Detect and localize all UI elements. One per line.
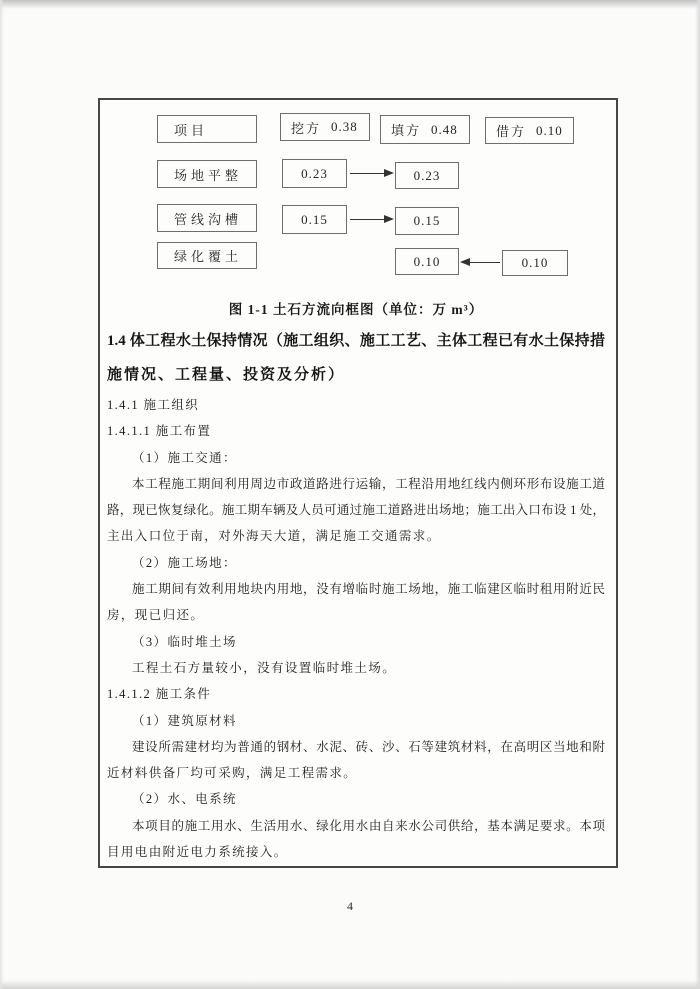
text-line: （2）施工场地：: [132, 555, 237, 570]
borrow-label: 借方: [496, 124, 527, 139]
scan-edge-bottom: [0, 980, 700, 989]
text-line: 建设所需建材均为普通的钢材、水泥、砖、沙、石等建筑材料，在高明区当地和附: [132, 739, 605, 754]
diagram-row1-label: 场地平整: [157, 160, 257, 188]
scan-edge-left: [0, 0, 4, 989]
cut-value: 0.38: [331, 119, 358, 134]
diagram-box-project: 项目: [157, 115, 257, 143]
diagram-row3-label: 绿化覆土: [157, 242, 257, 269]
diagram-row3-borrow: 0.10: [502, 250, 568, 276]
content-frame: [98, 98, 618, 868]
cut-label: 挖方: [291, 120, 322, 136]
text-line: （3）临时堆土场: [132, 634, 237, 649]
earthwork-flow-diagram: [100, 100, 616, 292]
fill-value: 0.48: [431, 121, 458, 137]
section-heading-line: 1.4 体工程水土保持情况（施工组织、施工工艺、主体工程已有水土保持措: [107, 333, 605, 349]
diagram-row1-cut: 0.23: [282, 159, 347, 188]
page-number: 4: [347, 899, 353, 913]
diagram-row2-cut: 0.15: [282, 205, 347, 234]
arrow-left-icon: [462, 262, 500, 263]
arrow-right-icon: [350, 219, 392, 220]
text-line: 1.4.1 施工组织: [107, 398, 200, 412]
text-line: 目用电由附近电力系统接入。: [107, 845, 288, 860]
scan-edge-right: [695, 0, 700, 989]
diagram-box-fill-total: [380, 115, 470, 144]
fill-label: 填方: [391, 123, 422, 138]
text-line: 1.4.1.2 施工条件: [107, 687, 212, 702]
section-heading-line: 施情况、工程量、投资及分析）: [107, 367, 346, 383]
text-line: （1）施工交通：: [132, 450, 237, 465]
figure-caption: 图 1-1 土石方流向框图（单位：万 m³）: [228, 302, 484, 317]
text-line: 近材料供备厂均可采购，满足工程需求。: [107, 766, 358, 781]
diagram-row2-fill: 0.15: [395, 207, 459, 235]
text-line: 路，现已恢复绿化。施工期车辆及人员可通过施工道路进出场地；施工出入口布设 1 处，: [107, 503, 605, 518]
arrow-right-icon: [350, 173, 392, 174]
text-line: （2）水、电系统: [132, 792, 237, 807]
text-line: 本项目的施工用水、生活用水、绿化用水由自来水公司供给，基本满足要求。本项: [132, 818, 605, 833]
body-text: [107, 392, 605, 865]
text-line: 1.4.1.1 施工布置: [107, 424, 212, 439]
borrow-value: 0.10: [536, 122, 563, 138]
text-line: 主出入口位于南，对外海天大道，满足施工交通需求。: [107, 529, 441, 544]
diagram-row3-fill: 0.10: [395, 248, 459, 275]
scan-edge-top: [0, 0, 700, 9]
section-heading: [107, 324, 605, 392]
text-line: 本工程施工期间利用周边市政道路进行运输，工程沿用地红线内侧环形布设施工道: [132, 476, 605, 491]
diagram-box-borrow-total: [485, 117, 574, 144]
text-line: 工程土石方量较小，没有设置临时堆土场。: [132, 660, 397, 675]
diagram-row1-fill: 0.23: [395, 162, 459, 189]
text-line: 施工期间有效利用地块内用地，没有增临时施工场地，施工临建区临时租用附近民: [132, 582, 605, 597]
diagram-box-cut-total: [280, 113, 370, 141]
diagram-row2-label: 管线沟槽: [157, 204, 257, 232]
text-line: （1）建筑原材料: [132, 713, 237, 728]
text-line: 房，现已归还。: [107, 608, 205, 623]
